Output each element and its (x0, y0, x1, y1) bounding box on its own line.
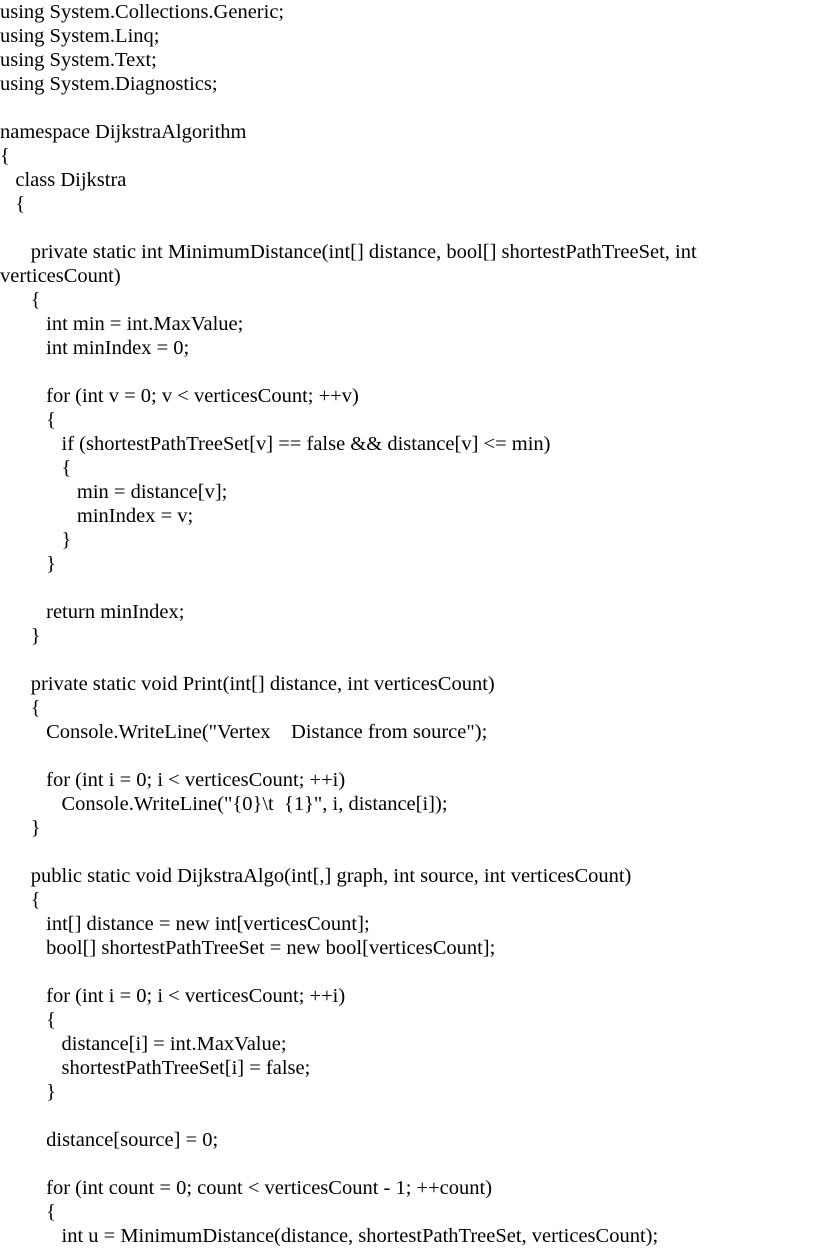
code-line: shortestPathTreeSet[i] = false; (0, 1057, 311, 1079)
code-line: bool[] shortestPathTreeSet = new bool[verticesCount]; (0, 937, 496, 959)
code-line: { (0, 145, 10, 167)
code-line: return minIndex; (0, 601, 185, 623)
code-line: { (0, 697, 41, 719)
code-line (0, 1152, 816, 1176)
code-line: { (0, 409, 56, 431)
code-line (0, 960, 816, 984)
code-line: namespace DijkstraAlgorithm (0, 121, 247, 143)
code-line: private static int MinimumDistance(int[] distance, bool[] shortestPathTreeSet, int (0, 241, 697, 263)
code-line: class Dijkstra (0, 169, 127, 191)
code-line: { (0, 1009, 56, 1031)
code-line: int minIndex = 0; (0, 337, 190, 359)
code-line: private static void Print(int[] distance, int verticesCount) (0, 673, 495, 695)
code-line: for (int i = 0; i < verticesCount; ++i) (0, 985, 346, 1007)
code-line: } (0, 625, 41, 647)
code-line: distance[source] = 0; (0, 1129, 219, 1151)
code-line (0, 96, 816, 120)
code-line: } (0, 1081, 56, 1103)
code-line: minIndex = v; (0, 505, 194, 527)
code-line: { (0, 457, 72, 479)
code-line: verticesCount) (0, 265, 121, 287)
code-line: { (0, 193, 26, 215)
code-line: { (0, 1201, 56, 1223)
code-line: if (shortestPathTreeSet[v] == false && distance[v] <= min) (0, 433, 551, 455)
code-line: } (0, 553, 56, 575)
code-line: public static void DijkstraAlgo(int[,] graph, int source, int verticesCount) (0, 865, 632, 887)
code-line (0, 1104, 816, 1128)
code-line: int min = int.MaxValue; (0, 313, 244, 335)
code-line: using System.Linq; (0, 25, 160, 47)
code-line: for (int i = 0; i < verticesCount; ++i) (0, 769, 346, 791)
code-line: Console.WriteLine("Vertex Distance from source"); (0, 721, 488, 743)
code-line: using System.Collections.Generic; (0, 1, 285, 23)
code-line: } (0, 817, 41, 839)
code-line: min = distance[v]; (0, 481, 228, 503)
code-line (0, 744, 816, 768)
code-line (0, 216, 816, 240)
code-line (0, 360, 816, 384)
code-line: int[] distance = new int[verticesCount]; (0, 913, 370, 935)
code-line: using System.Text; (0, 49, 157, 71)
code-line (0, 648, 816, 672)
code-line: { (0, 889, 41, 911)
code-line: distance[i] = int.MaxValue; (0, 1033, 287, 1055)
code-line: } (0, 529, 72, 551)
code-line: Console.WriteLine("{0}\t {1}", i, distance[i]); (0, 793, 448, 815)
code-line: { (0, 289, 41, 311)
code-line (0, 840, 816, 864)
code-line: for (int v = 0; v < verticesCount; ++v) (0, 385, 359, 407)
code-line: using System.Diagnostics; (0, 73, 218, 95)
code-line: for (int count = 0; count < verticesCount - 1; ++count) (0, 1177, 493, 1199)
code-line: int u = MinimumDistance(distance, shortestPathTreeSet, verticesCount); (0, 1225, 659, 1247)
code-line (0, 576, 816, 600)
